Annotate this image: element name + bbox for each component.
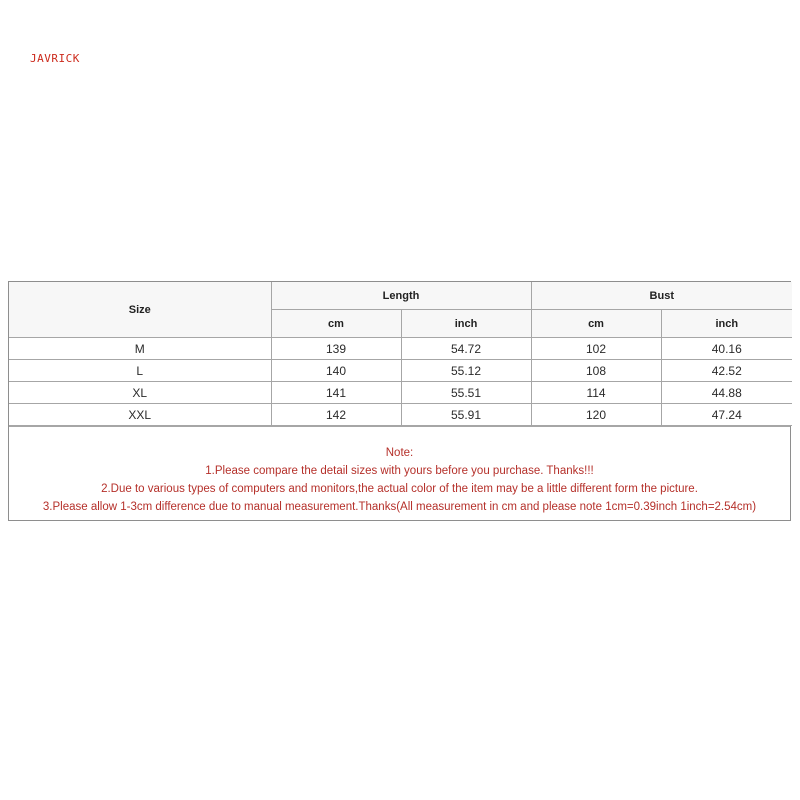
- length-cm-cell: 139: [271, 338, 401, 360]
- table-row: [9, 338, 792, 360]
- size-cell: L: [9, 360, 271, 382]
- length-inch-cell: 55.91: [401, 404, 531, 426]
- bust-inch-header: inch: [661, 310, 792, 338]
- bust-column-header: Bust: [531, 282, 792, 310]
- bust-inch-cell: 44.88: [661, 382, 792, 404]
- bust-cm-header: cm: [531, 310, 661, 338]
- length-cm-cell: 140: [271, 360, 401, 382]
- brand-logo-text: JAVRICK: [30, 52, 80, 65]
- size-cell: XL: [9, 382, 271, 404]
- size-cell: XXL: [9, 404, 271, 426]
- note-line-1: 1.Please compare the detail sizes with yours before you purchase. Thanks!!!: [205, 465, 594, 477]
- note-title: Note:: [385, 447, 414, 459]
- length-inch-header: inch: [401, 310, 531, 338]
- table-row: [9, 404, 792, 426]
- bust-cm-cell: 102: [531, 338, 661, 360]
- size-column-header: Size: [9, 282, 271, 338]
- bust-cm-cell: 108: [531, 360, 661, 382]
- bust-inch-cell: 40.16: [661, 338, 792, 360]
- note-line-2: 2.Due to various types of computers and monitors,the actual color of the item may be a little different form the picture.: [101, 483, 698, 495]
- bust-cm-cell: 120: [531, 404, 661, 426]
- bust-inch-cell: 42.52: [661, 360, 792, 382]
- size-chart-table: [9, 282, 792, 426]
- length-cm-cell: 142: [271, 404, 401, 426]
- length-column-header: Length: [271, 282, 531, 310]
- size-cell: M: [9, 338, 271, 360]
- length-inch-cell: 55.12: [401, 360, 531, 382]
- length-cm-cell: 141: [271, 382, 401, 404]
- notes-section: [9, 426, 790, 517]
- length-inch-cell: 54.72: [401, 338, 531, 360]
- length-inch-cell: 55.51: [401, 382, 531, 404]
- bust-cm-cell: 114: [531, 382, 661, 404]
- header-group-row: [9, 282, 792, 310]
- note-line-3: 3.Please allow 1-3cm difference due to manual measurement.Thanks(All measurement in cm and please note 1cm=0.39inch 1inch=2.54cm): [42, 501, 757, 513]
- size-chart: [8, 281, 791, 521]
- bust-inch-cell: 47.24: [661, 404, 792, 426]
- table-row: [9, 382, 792, 404]
- length-cm-header: cm: [271, 310, 401, 338]
- table-row: [9, 360, 792, 382]
